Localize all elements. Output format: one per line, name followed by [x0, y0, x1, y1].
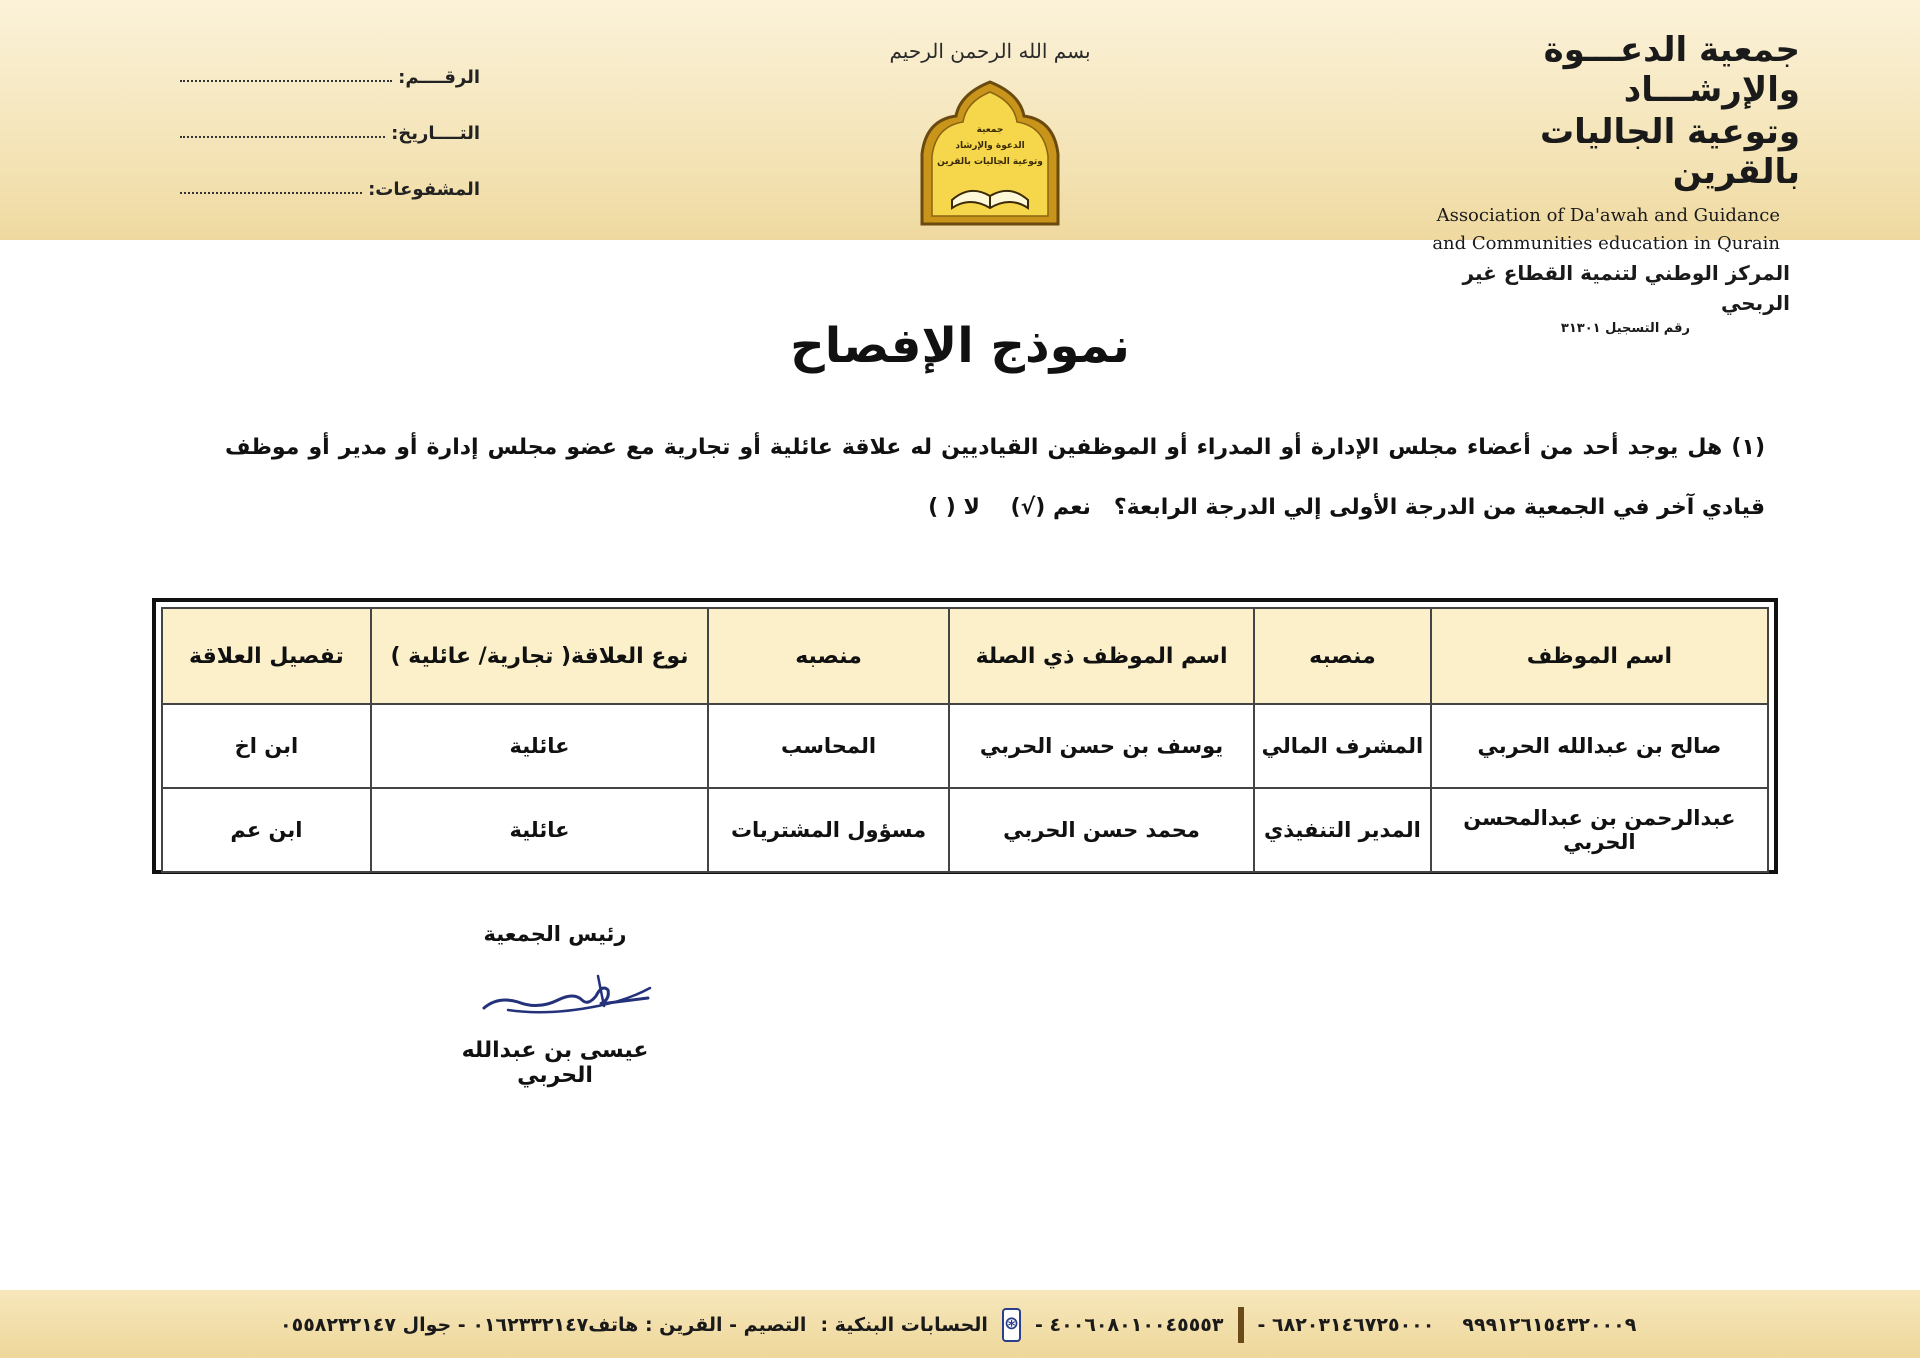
cell-related-employee: محمد حسن الحربي [949, 788, 1254, 872]
registration-number: رقم التسجيل ٣١٣٠١ [1560, 321, 1690, 336]
cell-relation-type: عائلية [371, 704, 708, 788]
cell-position: المشرف المالي [1254, 704, 1431, 788]
cell-relation-type: عائلية [371, 788, 708, 872]
cell-employee-name: عبدالرحمن بن عبدالمحسن الحربي [1431, 788, 1768, 872]
emblem-line1: جمعية [976, 125, 1004, 135]
footer-bank-label: الحسابات البنكية : [820, 1314, 988, 1336]
cell-relation-detail: ابن عم [162, 788, 371, 872]
date-label: التــــاريخ: [391, 123, 480, 144]
footer-address: التصيم - القرين : هاتف٠١٦٢٣٣٢١٤٧ - جوال ٠٥٥٨٢٣٢١٤٧ [280, 1314, 807, 1336]
footer-account-2: ٦٨٢٠٣١٤٦٧٢٥٠٠٠ - [1257, 1314, 1435, 1336]
organization-emblem [889, 24, 1091, 236]
national-center-label: المركز الوطني لتنمية القطاع غير الربحي [1462, 261, 1790, 315]
date-dots [180, 126, 385, 138]
emblem-line3: وتوعية الجاليات بالقرين [937, 157, 1043, 167]
attachments-dots [180, 182, 362, 194]
answer-yes-text: نعم (√) [1010, 495, 1091, 520]
letterhead-footer [0, 1290, 1920, 1358]
table-row [162, 788, 1768, 872]
org-name-english-line1: Association of Da'awah and Guidance [1436, 205, 1780, 226]
bank-logo-icon: ⊛ [1002, 1308, 1021, 1342]
signatory-name: عيسى بن عبدالله الحربي [461, 1038, 649, 1088]
attachments-label: المشفوعات: [368, 179, 480, 200]
cell-position: المدير التنفيذي [1254, 788, 1431, 872]
reference-number-label: الرقــــم: [398, 67, 480, 88]
reference-number-field [180, 32, 480, 88]
emblem-line2: الدعوة والإرشاد [955, 141, 1025, 151]
cell-related-position: مسؤول المشتريات [708, 788, 949, 872]
organization-info [1420, 30, 1800, 340]
emblem-basmala: بسم الله الرحمن الرحيم [889, 39, 1091, 63]
answer-no-text: لا ( ) [928, 495, 980, 520]
header-related-employee: اسم الموظف ذي الصلة [949, 608, 1254, 704]
handwritten-signature [478, 966, 658, 1026]
header-employee-name: اسم الموظف [1431, 608, 1768, 704]
cell-related-position: المحاسب [708, 704, 949, 788]
question-text: (١) هل يوجد أحد من أعضاء مجلس الإدارة أو المدراء أو الموظفين القياديين له علاقة عائلية أو تجارية مع عضو مجلس إدارة أو مدير أو موظف قيادي آخر في الجمعية من الدرجة الأولى إلي الدرجة الرابعة؟ [225, 435, 1765, 520]
attachments-field [180, 144, 480, 200]
header-relation-type: نوع العلاقة( تجارية/ عائلية ) [371, 608, 708, 704]
header-relation-detail: تفصيل العلاقة [162, 608, 371, 704]
reference-fields [180, 32, 480, 200]
reference-number-dots [180, 70, 392, 82]
cell-related-employee: يوسف بن حسن الحربي [949, 704, 1254, 788]
cell-relation-detail: ابن اخ [162, 704, 371, 788]
answer-no [928, 495, 1003, 520]
table-header-row [162, 608, 1768, 704]
disclosure-question [225, 418, 1765, 538]
cell-employee-name: صالح بن عبدالله الحربي [1431, 704, 1768, 788]
org-name-arabic-line2: وتوعية الجاليات بالقرين [1539, 112, 1800, 192]
disclosure-table-frame [152, 598, 1778, 874]
bank-logo-icon [1238, 1307, 1244, 1343]
footer-account-3: ٩٩٩١٢٦١٥٤٣٢٠٠٠٩ [1462, 1314, 1637, 1336]
footer-account-1: ٤٠٠٦٠٨٠١٠٠٤٥٥٥٣ - [1035, 1314, 1224, 1336]
page-title: نموذج الإفصاح [790, 318, 1130, 374]
footer-contact-line [280, 1310, 1637, 1340]
org-name-english-line2: and Communities education in Qurain [1432, 233, 1780, 254]
date-field [180, 88, 480, 144]
org-name-arabic-line1: جمعية الدعـــوة والإرشـــاد [1543, 30, 1800, 110]
letterhead [0, 0, 1920, 336]
table-row [162, 704, 1768, 788]
header-related-position: منصبه [708, 608, 949, 704]
disclosure-table [161, 607, 1769, 873]
header-position: منصبه [1254, 608, 1431, 704]
answer-yes [1011, 495, 1107, 520]
signatory-title: رئيس الجمعية [483, 922, 627, 946]
